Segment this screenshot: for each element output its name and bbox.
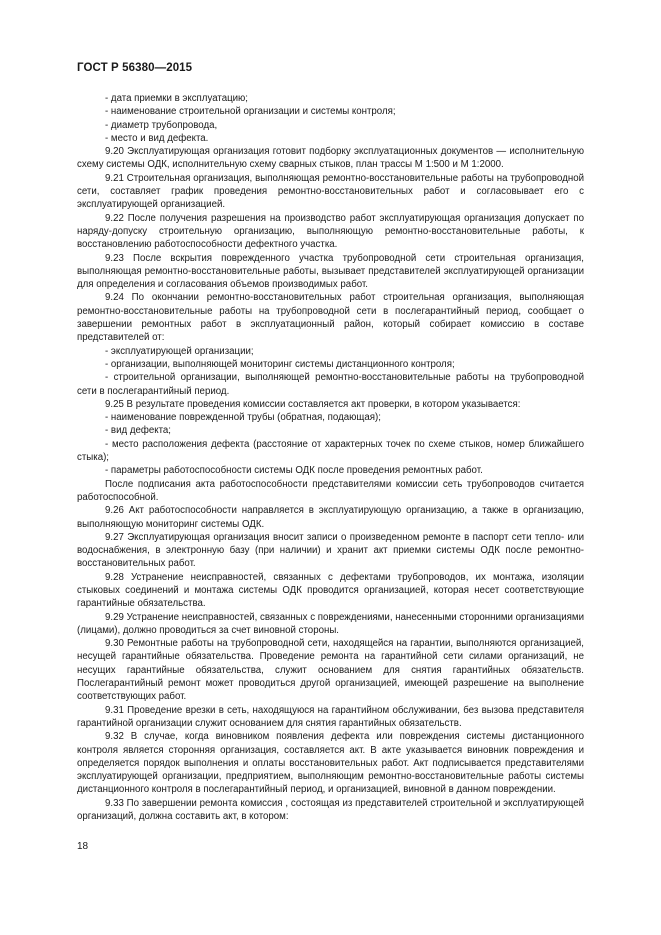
list-item: - вид дефекта; (105, 425, 171, 437)
list-item: - дата приемки в эксплуатацию; (105, 93, 248, 104)
paragraph-9-21: 9.21 Строительная организация, выполняющая ремонтно-восстановительные работы на трубопроводной сети, составляет график проведения ремонтно-восстановительных работ и согласовывает его с эксплуатирующей организацией. (77, 172, 584, 211)
paragraph-act-signing: После подписания акта работоспособности представителями комиссии сеть трубопроводов считается работоспособной. (77, 478, 584, 503)
paragraph-9-26: 9.26 Акт работоспособности направляется в эксплуатирующую организацию, а также в организацию, выполняющую мониторинг системы ОДК. (77, 505, 584, 530)
paragraph-9-24: 9.24 По окончании ремонтно-восстановительных работ строительная организация, выполняющая ремонтно-восстановительные работы на трубопроводной сети в послегарантийный период, сообщает о завершении ремонтных работ в эксплуатационный район, который собирает комиссию в составе представителей от: (77, 292, 584, 344)
list-item: - наименование поврежденной трубы (обратная, подающая); (105, 412, 381, 424)
list-item: - место и вид дефекта. (105, 132, 209, 144)
paragraph-9-33: 9.33 По завершении ремонта комиссия , состоящая из представителей строительной и эксплуатирующей организаций, должна составить акт, в котором: (77, 797, 584, 823)
list-item: - эксплуатирующей организации; (105, 345, 254, 357)
list-item: - наименование строительной организации и системы контроля; (105, 106, 396, 118)
document-header: ГОСТ Р 56380—2015 (77, 62, 193, 74)
document-body (77, 92, 584, 823)
paragraph-9-27: 9.27 Эксплуатирующая организация вносит записи о произведенном ремонте в паспорт сети тепло- или водоснабжения, в электронную базу (при наличии) и хранит акт приемки системы ОДК после ремонтно-восстановительных работ. (77, 531, 584, 570)
paragraph-9-29: 9.29 Устранение неисправностей, связанных с повреждениями, нанесенными сторонними организациями (лицами), должно проводиться за счет виновной стороны. (77, 611, 584, 636)
list-item: - место расположения дефекта (расстояние от характерных точек по схеме стыков, номер ближайшего стыка); (77, 438, 584, 464)
paragraph-9-28: 9.28 Устранение неисправностей, связанных с дефектами трубопроводов, их монтажа, изоляции стыковых соединений и монтажа системы ОДК проводится организацией, которая несет соответствующие гарантийные обязательства. (77, 571, 584, 610)
list-item: - строительной организации, выполняющей ремонтно-восстановительные работы на трубопроводной сети в послегарантийный период. (77, 372, 584, 397)
list-item: - организации, выполняющей мониторинг системы дистанционного контроля; (105, 358, 455, 370)
page-number: 18 (77, 841, 89, 852)
paragraph-9-31: 9.31 Проведение врезки в сеть, находящуюся на гарантийном обслуживании, без вызова представителя гарантийной организации служит основанием для снятия гарантийных обязательств. (77, 704, 584, 729)
paragraph-9-22: 9.22 После получения разрешения на производство работ эксплуатирующая организация допускает по наряду-допуску строительную организацию, выполняющую ремонтно-восстановительные работы, к восстановлению работоспособности дефектного участка. (77, 212, 584, 251)
paragraph-9-23: 9.23 После вскрытия поврежденного участка трубопроводной сети строительная организация, выполняющая ремонтно-восстановительные работы, вызывает представителей эксплуатирующей организации для определения и согласования объемов производимых работ. (77, 252, 584, 291)
paragraph-9-25: 9.25 В результате проведения комиссии составляется акт проверки, в котором указывается: (105, 398, 521, 410)
paragraph-9-20: 9.20 Эксплуатирующая организация готовит подборку эксплуатационных документов — исполнительную схему системы ОДК, исполнительную схему сварных стыков, план трассы М 1:500 и М 1:2000. (77, 146, 584, 171)
list-item: - параметры работоспособности системы ОДК после проведения ремонтных работ. (105, 465, 483, 477)
paragraph-9-30: 9.30 Ремонтные работы на трубопроводной сети, находящейся на гарантии, выполняются организацией, несущей гарантийные обязательства. Проведение ремонта на гарантийной сети силами организаций, не несущих гарантийные обязательства, служит основанием для снятия гарантийных обязательств. Послегарантийный ремонт может проводиться другой организацией, имеющей разрешение на выполнение соответствующих работ. (77, 638, 584, 703)
list-item: - диаметр трубопровода, (105, 119, 218, 131)
paragraph-9-32: 9.32 В случае, когда виновником появления дефекта или повреждения системы дистанционного контроля является сторонняя организация, составляется акт. В акте указывается виновник повреждения и определяется порядок выполнения и оплаты восстановительных работ. Акт подписывается представителями эксплуатирующей организации, предприятием, выполняющим ремонтно-восстановительные работы системы дистанционного контроля в послегарантийный период, и организацией, виновной в данном повреждении. (77, 731, 584, 796)
